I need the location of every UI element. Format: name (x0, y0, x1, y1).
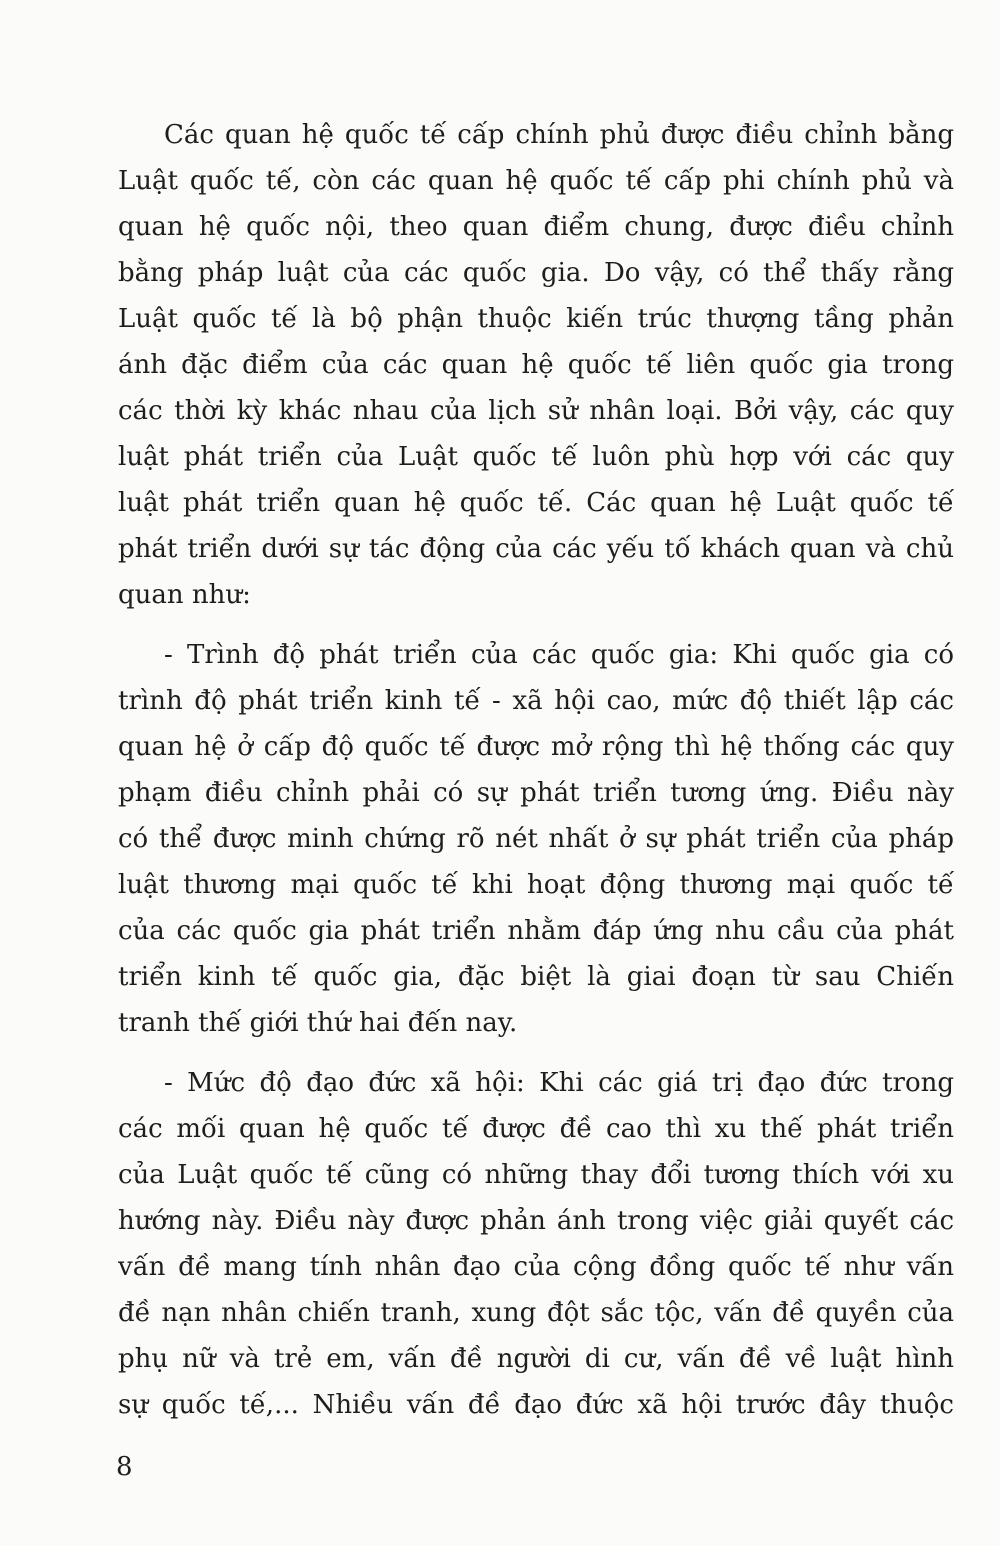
text-line: - Trình độ phát triển của các quốc gia: Khi quốc gia có (164, 640, 954, 670)
text-line: phạm điều chỉnh phải có sự phát triển tương ứng. Điều này (118, 778, 954, 808)
text-line: bằng pháp luật của các quốc gia. Do vậy, có thể thấy rằng (118, 258, 954, 288)
paragraph-spacing (118, 1046, 954, 1060)
page-number: 8 (116, 1452, 133, 1482)
text-line: Luật quốc tế, còn các quan hệ quốc tế cấp phi chính phủ và (118, 166, 954, 196)
text-line: luật phát triển của Luật quốc tế luôn phù hợp với các quy (118, 442, 954, 472)
text-line: trình độ phát triển kinh tế - xã hội cao, mức độ thiết lập các (118, 686, 954, 716)
text-line: các thời kỳ khác nhau của lịch sử nhân loại. Bởi vậy, các quy (118, 396, 954, 426)
body-text (118, 112, 954, 1428)
text-line: quan hệ ở cấp độ quốc tế được mở rộng thì hệ thống các quy (118, 732, 954, 762)
text-line: luật phát triển quan hệ quốc tế. Các quan hệ Luật quốc tế (118, 488, 954, 518)
text-line: triển kinh tế quốc gia, đặc biệt là giai đoạn từ sau Chiến (118, 962, 954, 992)
text-line: quan như: (118, 580, 251, 610)
paragraph-spacing (118, 618, 954, 632)
text-line: vấn đề mang tính nhân đạo của cộng đồng quốc tế như vấn (118, 1252, 954, 1282)
text-line: phát triển dưới sự tác động của các yếu tố khách quan và chủ (118, 534, 954, 564)
text-line: tranh thế giới thứ hai đến nay. (118, 1008, 518, 1038)
text-line: ánh đặc điểm của các quan hệ quốc tế liên quốc gia trong (118, 350, 954, 380)
text-line: có thể được minh chứng rõ nét nhất ở sự phát triển của pháp (118, 824, 954, 854)
text-line: quan hệ quốc nội, theo quan điểm chung, được điều chỉnh (118, 212, 954, 242)
paragraph-1 (118, 112, 954, 618)
text-line: hướng này. Điều này được phản ánh trong việc giải quyết các (118, 1206, 954, 1236)
text-line: các mối quan hệ quốc tế được đề cao thì xu thế phát triển (118, 1114, 954, 1144)
text-line: sự quốc tế,... Nhiều vấn đề đạo đức xã hội trước đây thuộc (118, 1390, 954, 1420)
text-line: luật thương mại quốc tế khi hoạt động thương mại quốc tế (118, 870, 954, 900)
text-line: đề nạn nhân chiến tranh, xung đột sắc tộc, vấn đề quyền của (118, 1298, 954, 1328)
text-line: Luật quốc tế là bộ phận thuộc kiến trúc thượng tầng phản (118, 304, 954, 334)
text-line: của các quốc gia phát triển nhằm đáp ứng nhu cầu của phát (118, 916, 954, 946)
text-line: Các quan hệ quốc tế cấp chính phủ được điều chỉnh bằng (164, 120, 954, 150)
paragraph-3 (118, 1060, 954, 1428)
paragraph-2 (118, 632, 954, 1046)
text-line: của Luật quốc tế cũng có những thay đổi tương thích với xu (118, 1160, 954, 1190)
text-line: phụ nữ và trẻ em, vấn đề người di cư, vấn đề về luật hình (118, 1344, 954, 1374)
text-line: - Mức độ đạo đức xã hội: Khi các giá trị đạo đức trong (164, 1068, 954, 1098)
